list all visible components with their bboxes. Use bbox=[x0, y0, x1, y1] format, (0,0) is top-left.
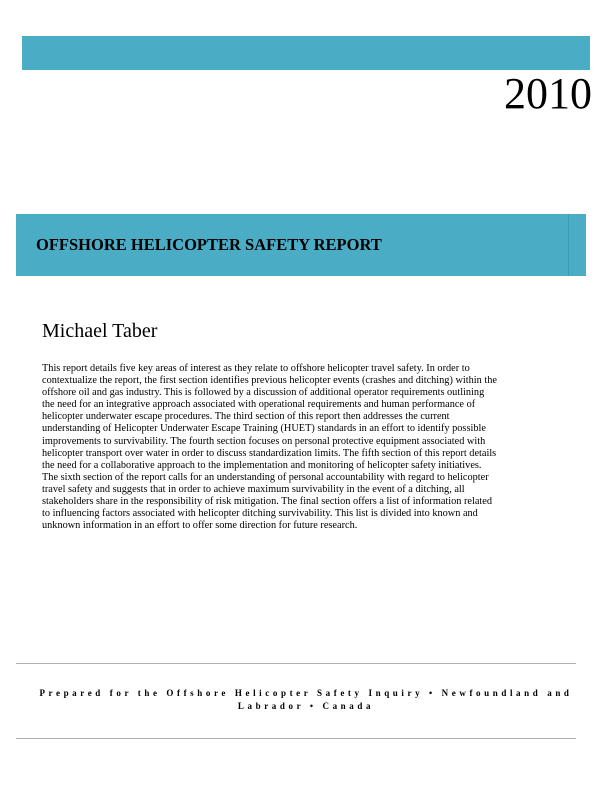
header-color-bar bbox=[22, 36, 590, 70]
author-name: Michael Taber bbox=[42, 320, 158, 342]
footer-rule-bottom bbox=[16, 738, 576, 739]
prepared-for-line: Prepared for the Offshore Helicopter Safety Inquiry • Newfoundland and Labrador • Canada bbox=[39, 688, 573, 711]
abstract-text: This report details five key areas of interest as they relate to offshore helicopter travel safety. In order to contextualize the report, the first section identifies previous helicopter events (crashes and ditching) within the offshore oil and gas industry. This is followed by a discussion of additional operator requirements outlining the need for an integrative approach associated with operational requirements and human performance of helicopter underwater escape procedures. The third section of this report then addresses the current understanding of Helicopter Underwater Escape Training (HUET) standards in an effort to identify possible improvements to survivability. The fourth section focuses on personal protective equipment associated with helicopter transport over water in order to discuss standardization limits. The fifth section of this report details the need for a collaborative approach to the implementation and monitoring of helicopter safety initiatives. The sixth section of the report calls for an understanding of personal accountability with regard to helicopter travel safety and suggests that in order to achieve maximum survivability in the event of a ditching, all stakeholders share in the responsibility of risk mitigation. The final section offers a list of information related to influencing factors associated with helicopter ditching survivability. This list is divided into known and unknown information in an effort to offer some direction for future research. bbox=[42, 363, 497, 532]
title-band-divider bbox=[568, 214, 569, 276]
footer-rule-top bbox=[16, 663, 576, 664]
report-year: 2010 bbox=[504, 69, 592, 118]
report-title: OFFSHORE HELICOPTER SAFETY REPORT bbox=[36, 235, 382, 254]
